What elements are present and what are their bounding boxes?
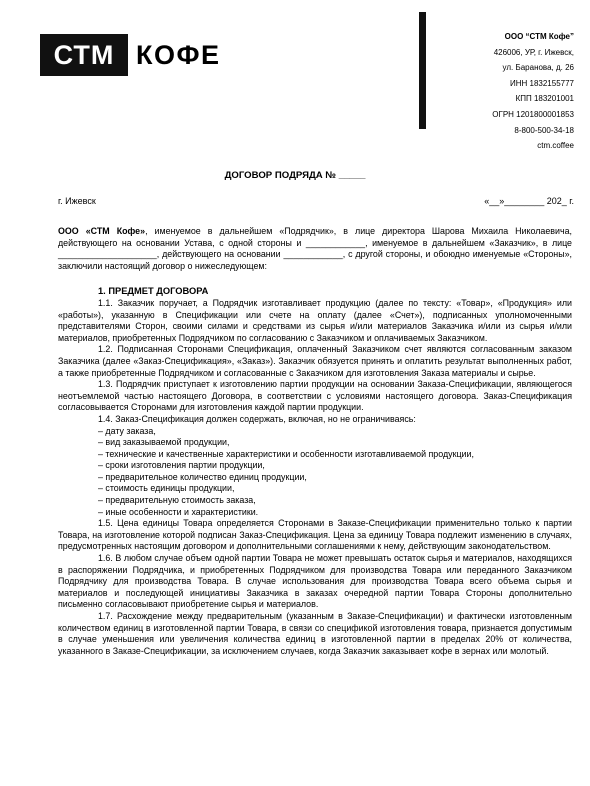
contract-date: «__»________ 202_ г.: [484, 196, 574, 206]
document-title: ДОГОВОР ПОДРЯДА № _____: [224, 170, 366, 181]
preamble: [58, 226, 572, 272]
list-item: – иные особенности и характеристики.: [98, 506, 259, 517]
list-item: – предварительное количество единиц продукции,: [98, 471, 307, 482]
requisite-company: ООО “СТМ Кофе”: [504, 32, 574, 41]
preamble-party: ООО «СТМ Кофе»: [58, 226, 146, 236]
list-item: – вид заказываемой продукции,: [98, 437, 230, 448]
requisite-line: КПП 183201001: [515, 94, 574, 104]
list-item: – технические и качественные характеристики и особенности изготавливаемой продукции,: [98, 448, 474, 459]
requisite-line: ОГРН 1201800001853: [492, 109, 574, 119]
section-title: 1. ПРЕДМЕТ ДОГОВОРА: [98, 286, 209, 297]
requisite-line: ИНН 1832155777: [509, 78, 574, 88]
list-item: – предварительную стоимость заказа,: [98, 495, 256, 506]
clause-1-2: 1.2. Подписанная Сторонами Спецификация, оплаченный Заказчиком счет являются согласованным заказом Заказчика (далее «Заказ-Спецификация», «Заказ»). Заказчик обязуется принять и оплатить результат выполненных работ, а также приобретенные Подрядчиком и согласованные с Заказчиком для изготовления Заказа материалы и сырье.: [58, 344, 572, 378]
clause-1-5: 1.5. Цена единицы Товара определяется Сторонами в Заказе-Спецификации применительно только к партии Товара, на изготовление которой подписан Заказ-Спецификация. Цена за единицу Товара подлежит изменению в случаях, предусмотренных настоящим договором и дополнительными соглашениями к нему, действующим законодательством.: [58, 518, 572, 552]
company-logo: [40, 34, 221, 76]
contract-body: [58, 226, 572, 657]
logo-mark: СТМ: [40, 34, 128, 76]
list-item: – дату заказа,: [98, 425, 156, 436]
clause-1-4: 1.4. Заказ-Спецификация должен содержать, включая, но не ограничиваясь:: [98, 413, 416, 424]
city: г. Ижевск: [58, 196, 96, 206]
requisite-line: ул. Баранова, д. 26: [502, 63, 574, 73]
header-divider: [419, 12, 426, 129]
preamble-text: , именуемое в дальнейшем «Подрядчик», в лице директора Шарова Михаила Николаевича, действующего на основании Устава, с одной стороны и ____________, именуемое в дальнейшем «Заказчик», в лице ____________________, действующего на основании ____________, с другой стороны, и обоюдно именуемые «Стороны», заключили настоящий договор о нижеследующем:: [58, 226, 572, 271]
spec-requirements-list: [58, 426, 572, 519]
logo-wordmark: КОФЕ: [136, 39, 221, 70]
list-item: – стоимость единицы продукции,: [98, 483, 235, 494]
clause-1-1: 1.1. Заказчик поручает, а Подрядчик изготавливает продукцию (далее по тексту: «Товар», «Продукция» или «работы»), указанную в Спецификации или счете на оплату (далее «Счет»), подписанных уполномоченными представителями Сторон, своими силами и средствами из сырья и/или материалов Заказчика и/или из сырья и/или материалов, приобретенных Подрядчиком по согласованию с Заказчиком и оплачиваемых Заказчиком.: [58, 297, 572, 343]
clause-1-6: 1.6. В любом случае объем одной партии Товара не может превышать остаток сырья и материалов, находящихся в распоряжении Подрядчика, и приобретенных Подрядчиком для производства Товара или переданного Заказчиком Подрядчику для производства Товара. В случае использования для производства Товара всего объема сырья и материалов и последующей инициативы Заказчика в заказах очередной партии Товара Стороны дополнительно письменно согласовывают приобретение сырья и материалов.: [58, 553, 572, 610]
list-item: – сроки изготовления партии продукции,: [98, 460, 265, 471]
requisite-website: ctm.coffee: [537, 141, 574, 151]
requisite-line: 8-800-500-34-18: [514, 125, 574, 135]
company-requisites: [492, 29, 574, 154]
requisite-line: 426006, УР, г. Ижевск,: [493, 47, 574, 57]
place-date-row: [58, 196, 574, 206]
clause-1-7: 1.7. Расхождение между предварительным (указанным в Заказе-Спецификации) и фактически изготовленным количеством единиц в изготовленной партии Товара, в связи со спецификой изготовления товара, признается допустимым в случае уменьшения или увеличения количества единиц в изготовленной партии в пределах 20% от количества, указанного в Заказе-Спецификации, за исключением случаев, когда Заказчик заказывает кофе в зернах или молотый.: [58, 611, 572, 656]
clause-1-3: 1.3. Подрядчик приступает к изготовлению партии продукции на основании Заказа-Спецификации, являющегося неотъемлемой частью настоящего Договора, в соответствии с условиями настоящего договора. Заказ-Спецификация согласовывается Сторонами для изготовления каждой партии продукции.: [58, 379, 572, 413]
